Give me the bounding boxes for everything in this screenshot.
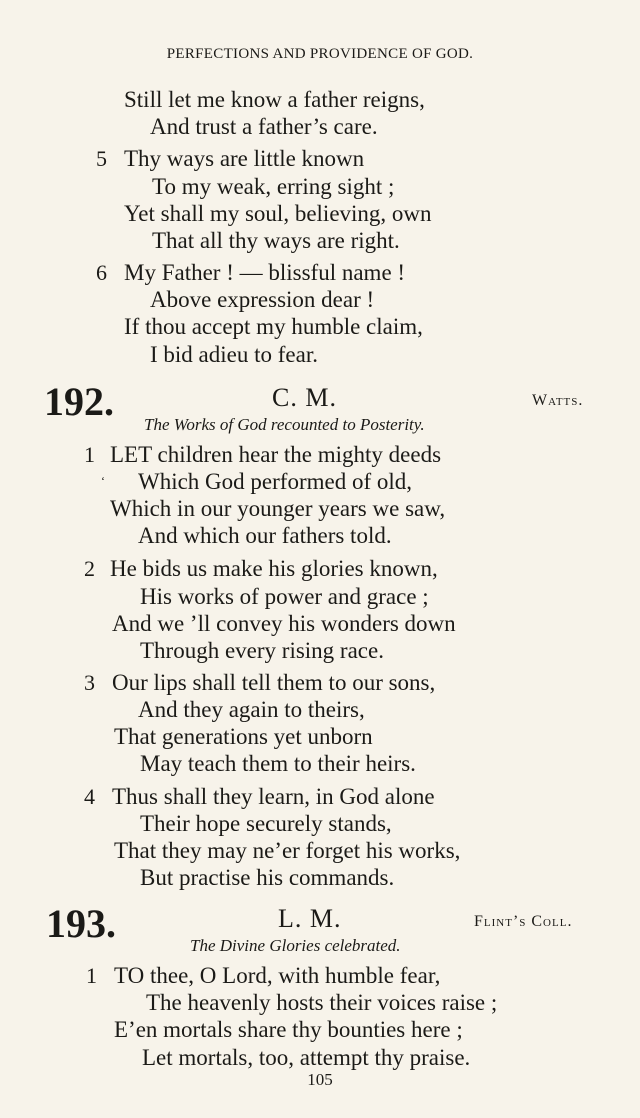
verse-line: Which God performed of old, bbox=[138, 469, 413, 494]
verse-line: That they may ne’er forget his works, bbox=[114, 838, 461, 863]
verse-line: Our lips shall tell them to our sons, bbox=[112, 670, 436, 695]
stanza-number: 2 bbox=[84, 556, 95, 581]
verse-line: The heavenly hosts their voices raise ; bbox=[146, 990, 498, 1015]
hymn-meter: C. M. bbox=[272, 383, 337, 412]
verse-line: His works of power and grace ; bbox=[140, 584, 429, 609]
verse-line: That all thy ways are right. bbox=[152, 228, 400, 253]
printer-mark: ‘ bbox=[101, 474, 105, 488]
stanza-number: 5 bbox=[96, 146, 107, 171]
verse-line: He bids us make his glories known, bbox=[110, 556, 438, 581]
hymn-author: Watts. bbox=[532, 392, 584, 409]
verse-line: Thus shall they learn, in God alone bbox=[112, 784, 435, 809]
verse-line: LET children hear the mighty deeds bbox=[110, 442, 442, 467]
hymn-subtitle: The Works of God recounted to Posterity. bbox=[144, 415, 425, 434]
stanza-number: 6 bbox=[96, 260, 107, 285]
verse-line: Through every rising race. bbox=[140, 638, 384, 663]
stanza-number: 1 bbox=[86, 963, 97, 988]
stanza-number: 1 bbox=[84, 442, 95, 467]
hymn-subtitle: The Divine Glories celebrated. bbox=[190, 936, 401, 955]
verse-line: Let mortals, too, attempt thy praise. bbox=[142, 1045, 471, 1070]
verse-line: Yet shall my soul, believing, own bbox=[124, 201, 432, 226]
verse-line: My Father ! — blissful name ! bbox=[124, 260, 406, 285]
verse-line: I bid adieu to fear. bbox=[150, 342, 318, 367]
hymn-author: Flint’s Coll. bbox=[474, 913, 573, 930]
verse-line: And they again to theirs, bbox=[138, 697, 365, 722]
verse-line: And which our fathers told. bbox=[138, 523, 392, 548]
verse-line: E’en mortals share thy bounties here ; bbox=[114, 1017, 463, 1042]
verse-line: Still let me know a father reigns, bbox=[124, 87, 425, 112]
verse-line: And we ’ll convey his wonders down bbox=[112, 611, 456, 636]
verse-line: Their hope securely stands, bbox=[140, 811, 392, 836]
verse-line: And trust a father’s care. bbox=[150, 114, 378, 139]
verse-line: That generations yet unborn bbox=[114, 724, 373, 749]
verse-line: But practise his commands. bbox=[140, 865, 395, 890]
verse-line: May teach them to their heirs. bbox=[140, 751, 416, 776]
stanza-number: 3 bbox=[84, 670, 95, 695]
page-number: 105 bbox=[307, 1070, 333, 1089]
running-head: PERFECTIONS AND PROVIDENCE OF GOD. bbox=[166, 46, 474, 62]
verse-line: TO thee, O Lord, with humble fear, bbox=[114, 963, 441, 988]
hymn-meter: L. M. bbox=[278, 904, 342, 933]
verse-line: Which in our younger years we saw, bbox=[110, 496, 446, 521]
verse-line: To my weak, erring sight ; bbox=[152, 174, 395, 199]
verse-line: Above expression dear ! bbox=[150, 287, 375, 312]
verse-line: Thy ways are little known bbox=[124, 146, 365, 171]
hymn-number: 192. bbox=[44, 379, 114, 424]
stanza-number: 4 bbox=[84, 784, 95, 809]
hymn-number: 193. bbox=[46, 901, 116, 946]
verse-line: If thou accept my humble claim, bbox=[124, 314, 423, 339]
